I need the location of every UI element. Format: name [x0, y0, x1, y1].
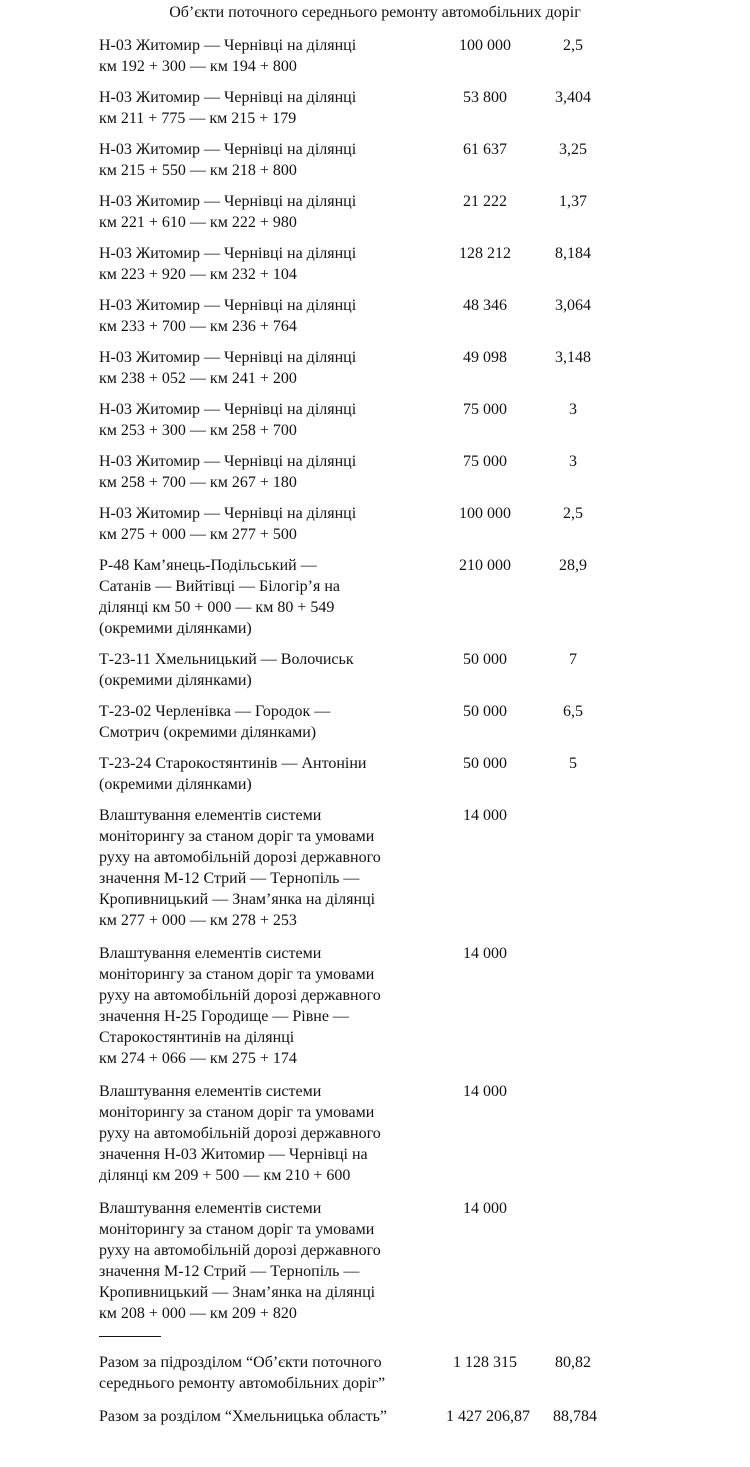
totals-section — [0, 1352, 750, 1439]
object-name-line: км 211 + 775 — км 215 + 179 — [99, 110, 297, 127]
total-cost-value: 1 128 315 — [453, 1354, 517, 1371]
object-name-line: моніторингу за станом доріг та умовами — [99, 828, 375, 845]
object-name-line: (окремими ділянками) — [99, 776, 252, 793]
length-value: 28,9 — [559, 557, 587, 574]
object-name-line: Сатанів — Вийтівці — Білогір’я на — [99, 578, 340, 595]
object-name-line: руху на автомобільній дорозі державного — [99, 1125, 381, 1142]
object-name-line: км 258 + 700 — км 267 + 180 — [99, 474, 297, 491]
object-name-line: Т-23-24 Старокостянтинів — Антоніни — [99, 755, 367, 772]
object-name-line: ділянці км 209 + 500 — км 210 + 600 — [99, 1167, 351, 1184]
section-heading: Об’єкти поточного середнього ремонту автомобільних доріг — [169, 4, 581, 21]
object-name-line: значення М-12 Стрий — Тернопіль — — [99, 1263, 360, 1280]
table-row — [0, 805, 750, 931]
object-name — [99, 1198, 429, 1324]
table-row — [0, 503, 750, 545]
object-name-line: Влаштування елементів системи — [99, 1083, 322, 1100]
object-name — [99, 555, 429, 639]
table-row — [0, 649, 750, 691]
object-name-line: Н-03 Житомир — Чернівці на ділянці — [99, 141, 357, 158]
object-name — [99, 35, 429, 77]
length-value: 2,5 — [563, 37, 583, 54]
object-name-line: (окремими ділянками) — [99, 620, 252, 637]
table-row — [0, 1081, 750, 1186]
total-label-line: середнього ремонту автомобільних доріг” — [99, 1375, 386, 1392]
total-label-line: Разом за підрозділом “Об’єкти поточного — [99, 1354, 382, 1371]
object-name-line: км 253 + 300 — км 258 + 700 — [99, 422, 297, 439]
table-row — [0, 701, 750, 743]
total-length-value: 88,784 — [553, 1408, 597, 1425]
object-name — [99, 139, 429, 181]
object-name-line: Р-48 Кам’янець-Подільський — — [99, 557, 317, 574]
object-name-line: Н-03 Житомир — Чернівці на ділянці — [99, 193, 357, 210]
object-name — [99, 753, 429, 795]
total-label — [99, 1406, 429, 1427]
object-name — [99, 943, 429, 1069]
length-value: 3 — [569, 453, 577, 470]
object-name — [99, 649, 429, 691]
object-name-line: Влаштування елементів системи — [99, 807, 322, 824]
cost-value: 49 098 — [463, 349, 507, 366]
cost-value: 14 000 — [463, 945, 507, 962]
table-row — [0, 1198, 750, 1324]
object-name-line: км 277 + 000 — км 278 + 253 — [99, 912, 297, 929]
table-row — [0, 191, 750, 233]
table-row — [0, 943, 750, 1069]
object-name-line: км 274 + 066 — км 275 + 174 — [99, 1050, 297, 1067]
table-row — [0, 139, 750, 181]
object-name-line: км 208 + 000 — км 209 + 820 — [99, 1305, 297, 1322]
table-row — [0, 753, 750, 795]
object-name-line: Н-03 Житомир — Чернівці на ділянці — [99, 245, 357, 262]
object-name-line: Н-03 Житомир — Чернівці на ділянці — [99, 401, 357, 418]
object-name-line: км 192 + 300 — км 194 + 800 — [99, 58, 297, 75]
cost-value: 21 222 — [463, 193, 507, 210]
object-name-line: Н-03 Житомир — Чернівці на ділянці — [99, 89, 357, 106]
object-name-line: км 238 + 052 — км 241 + 200 — [99, 370, 297, 387]
total-label — [99, 1352, 439, 1394]
object-name — [99, 503, 429, 545]
subtotal-row — [0, 1352, 750, 1394]
object-name-line: Н-03 Житомир — Чернівці на ділянці — [99, 297, 357, 314]
object-name-line: значення Н-25 Городище — Рівне — — [99, 1008, 349, 1025]
object-name-line: км 223 + 920 — км 232 + 104 — [99, 266, 297, 283]
object-name-line: Влаштування елементів системи — [99, 1200, 322, 1217]
length-value: 3,148 — [555, 349, 591, 366]
cost-value: 75 000 — [463, 401, 507, 418]
footnote-divider — [99, 1336, 161, 1337]
object-name — [99, 295, 429, 337]
cost-value: 210 000 — [459, 557, 511, 574]
object-name — [99, 701, 429, 743]
cost-value: 61 637 — [463, 141, 507, 158]
object-name — [99, 191, 429, 233]
object-name-line: моніторингу за станом доріг та умовами — [99, 966, 375, 983]
total-label-line: Разом за розділом “Хмельницька область” — [99, 1408, 387, 1425]
object-name — [99, 1081, 429, 1186]
object-name-line: Т-23-11 Хмельницький — Волочиськ — [99, 651, 354, 668]
object-name-line: км 215 + 550 — км 218 + 800 — [99, 162, 297, 179]
cost-value: 50 000 — [463, 651, 507, 668]
object-name — [99, 243, 429, 285]
object-name-line: Н-03 Житомир — Чернівці на ділянці — [99, 349, 357, 366]
length-value: 7 — [569, 651, 577, 668]
table-row — [0, 451, 750, 493]
length-value: 1,37 — [559, 193, 587, 210]
length-value: 3,404 — [555, 89, 591, 106]
cost-value: 14 000 — [463, 1083, 507, 1100]
cost-value: 128 212 — [459, 245, 511, 262]
table-row — [0, 243, 750, 285]
object-name — [99, 451, 429, 493]
object-name — [99, 805, 429, 931]
object-name-line: моніторингу за станом доріг та умовами — [99, 1104, 375, 1121]
cost-value: 100 000 — [459, 37, 511, 54]
object-name — [99, 87, 429, 129]
length-value: 2,5 — [563, 505, 583, 522]
object-name-line: Т-23-02 Черленівка — Городок — — [99, 703, 331, 720]
object-name-line: (окремими ділянками) — [99, 672, 252, 689]
length-value: 6,5 — [563, 703, 583, 720]
object-name-line: моніторингу за станом доріг та умовами — [99, 1221, 375, 1238]
cost-value: 50 000 — [463, 755, 507, 772]
cost-value: 14 000 — [463, 1200, 507, 1217]
object-name-line: руху на автомобільній дорозі державного — [99, 1242, 381, 1259]
length-value: 5 — [569, 755, 577, 772]
object-name-line: руху на автомобільній дорозі державного — [99, 849, 381, 866]
grand-total-row — [0, 1406, 750, 1427]
object-name-line: ділянці км 50 + 000 — км 80 + 549 — [99, 599, 335, 616]
object-name — [99, 347, 429, 389]
object-name-line: Н-03 Житомир — Чернівці на ділянці — [99, 37, 357, 54]
table-row — [0, 35, 750, 77]
cost-value: 48 346 — [463, 297, 507, 314]
length-value: 3,25 — [559, 141, 587, 158]
table-row — [0, 87, 750, 129]
cost-value: 100 000 — [459, 505, 511, 522]
object-name-line: руху на автомобільній дорозі державного — [99, 987, 381, 1004]
total-cost-value: 1 427 206,87 — [446, 1408, 530, 1425]
object-name-line: значення Н-03 Житомир — Чернівці на — [99, 1146, 368, 1163]
object-name-line: Кропивницький — Знам’янка на ділянці — [99, 1284, 376, 1301]
object-name-line: Н-03 Житомир — Чернівці на ділянці — [99, 453, 357, 470]
object-name-line: Влаштування елементів системи — [99, 945, 322, 962]
total-length-value: 80,82 — [555, 1354, 591, 1371]
cost-value: 14 000 — [463, 807, 507, 824]
object-name — [99, 399, 429, 441]
object-name-line: Кропивницький — Знам’янка на ділянці — [99, 891, 376, 908]
length-value: 8,184 — [555, 245, 591, 262]
length-value: 3 — [569, 401, 577, 418]
object-name-line: км 275 + 000 — км 277 + 500 — [99, 526, 297, 543]
table-row — [0, 555, 750, 639]
object-name-line: Н-03 Житомир — Чернівці на ділянці — [99, 505, 357, 522]
table-row — [0, 295, 750, 337]
cost-value: 75 000 — [463, 453, 507, 470]
object-name-line: Старокостянтинів на ділянці — [99, 1029, 295, 1046]
table-row — [0, 347, 750, 389]
road-objects-table — [0, 35, 750, 1334]
object-name-line: значення М-12 Стрий — Тернопіль — — [99, 870, 360, 887]
object-name-line: Смотрич (окремими ділянками) — [99, 724, 317, 741]
cost-value: 50 000 — [463, 703, 507, 720]
table-row — [0, 399, 750, 441]
object-name-line: км 233 + 700 — км 236 + 764 — [99, 318, 297, 335]
length-value: 3,064 — [555, 297, 591, 314]
object-name-line: км 221 + 610 — км 222 + 980 — [99, 214, 297, 231]
cost-value: 53 800 — [463, 89, 507, 106]
